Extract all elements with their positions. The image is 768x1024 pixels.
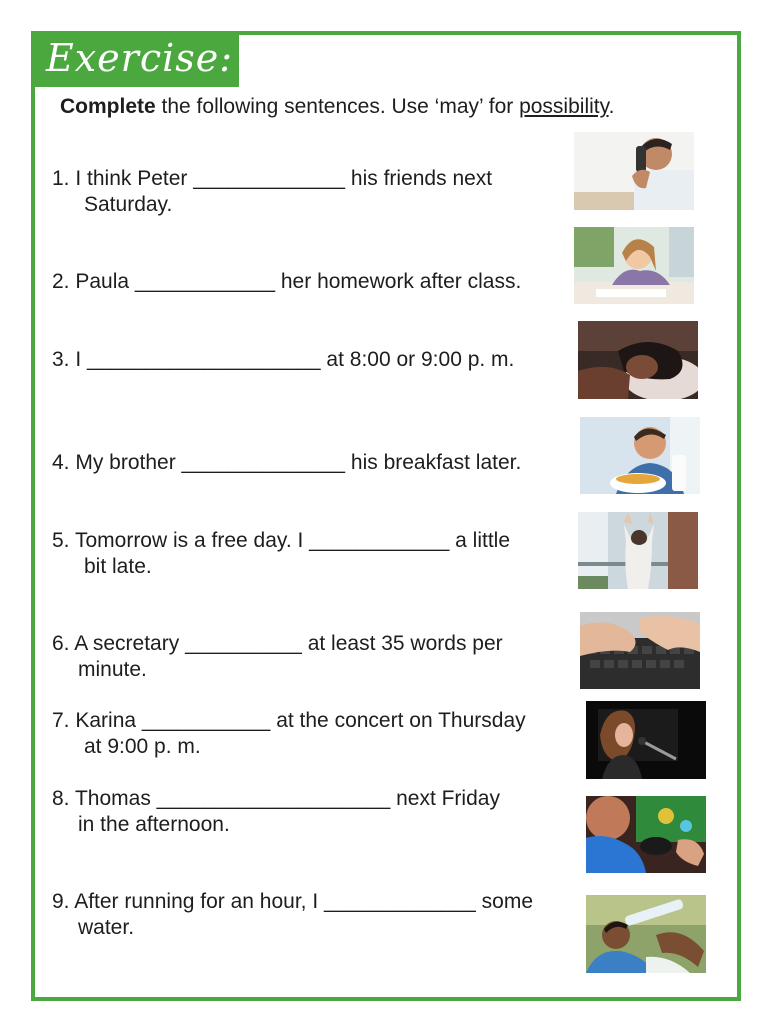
question-2 — [52, 269, 521, 295]
question-5 — [52, 528, 510, 580]
question-8-line2: in the afternoon. — [78, 813, 230, 836]
question-3 — [52, 347, 514, 373]
question-6-line1: 6. A secretary __________ at least 35 words per — [52, 632, 503, 655]
girl-writing-photo — [574, 227, 694, 304]
question-8-line1: 8. Thomas ____________________ next Friday — [52, 787, 500, 810]
typing-keyboard-photo — [580, 612, 700, 689]
question-1 — [52, 166, 492, 218]
woman-singing-microphone-photo — [586, 701, 706, 779]
question-8 — [52, 786, 500, 838]
question-9-line2: water. — [78, 916, 135, 939]
boy-playing-video-game-photo — [586, 796, 706, 873]
person-stretching-window-photo — [578, 512, 698, 589]
instructions-end: . — [608, 95, 615, 118]
question-4-line1: 4. My brother ______________ his breakfast later. — [52, 451, 522, 474]
question-7-line1: 7. Karina ___________ at the concert on Thursday — [52, 709, 526, 732]
man-drinking-water-photo — [586, 895, 706, 973]
instructions-underlined: possibility — [519, 95, 609, 118]
question-3-line1: 3. I ____________________ at 8:00 or 9:00 p. m. — [52, 348, 515, 371]
question-5-line2: bit late. — [84, 555, 152, 578]
instructions-middle: the following sentences. Use ‘may’ for — [155, 95, 520, 118]
question-2-line1: 2. Paula ____________ her homework after class. — [52, 270, 522, 293]
question-7-line2: at 9:00 p. m. — [84, 735, 201, 758]
question-1-line2: Saturday. — [84, 193, 173, 216]
question-5-line1: 5. Tomorrow is a free day. I ____________ a little — [52, 529, 511, 552]
question-9-line1: 9. After running for an hour, I _____________ some — [52, 890, 534, 913]
sleeping-person-photo — [578, 321, 698, 399]
man-on-phone-photo — [574, 132, 694, 210]
instructions — [60, 95, 614, 119]
question-1-line1: 1. I think Peter _____________ his friends next — [52, 167, 493, 190]
question-9 — [52, 889, 533, 941]
question-6-line2: minute. — [78, 658, 147, 681]
instructions-bold: Complete — [60, 95, 156, 118]
question-7 — [52, 708, 526, 760]
boy-eating-breakfast-photo — [580, 417, 700, 494]
page-title: Exercise: — [46, 36, 234, 80]
question-6 — [52, 631, 503, 683]
question-4 — [52, 450, 521, 476]
